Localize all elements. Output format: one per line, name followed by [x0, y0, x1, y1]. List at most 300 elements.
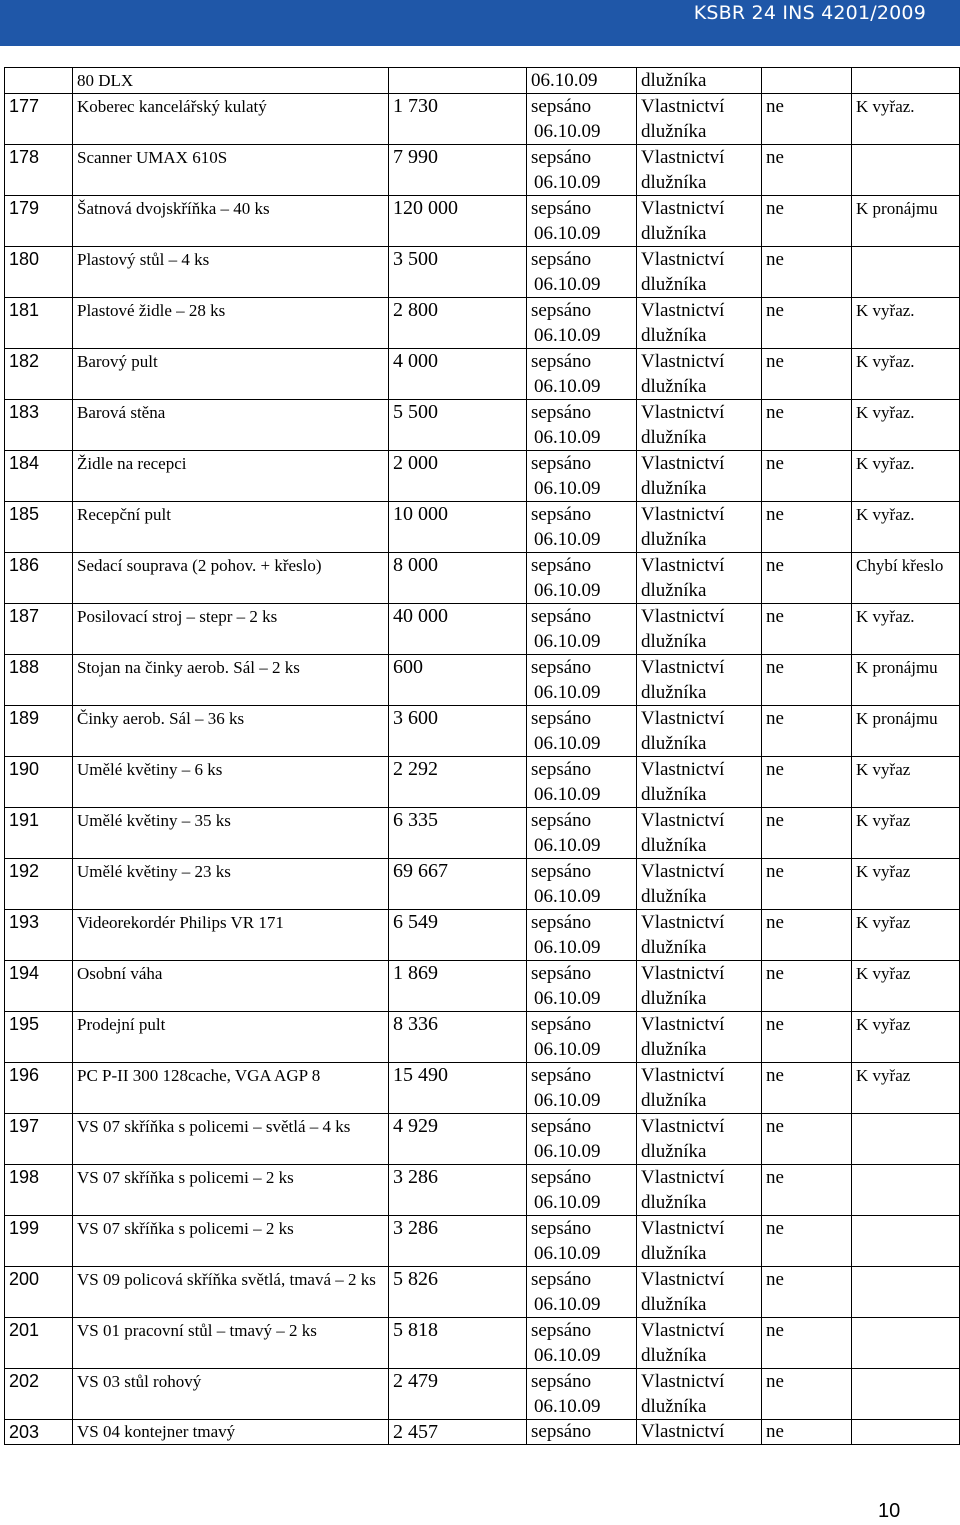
table-row: [5, 604, 960, 655]
item-note: Chybí křeslo: [852, 553, 960, 604]
item-value: 5 818: [389, 1318, 527, 1369]
item-number: 180: [5, 247, 73, 298]
item-ownership-holder: dlužníka: [641, 1039, 707, 1060]
item-ownership: [637, 1369, 762, 1420]
item-value: 3 286: [389, 1216, 527, 1267]
item-ownership: [637, 706, 762, 757]
item-ownership: [637, 1318, 762, 1369]
item-note: [852, 1216, 960, 1267]
table-row: [5, 1267, 960, 1318]
item-status: [527, 1267, 637, 1318]
item-ownership-type: Vlastnictví: [641, 1167, 725, 1188]
item-date: 06.10.09: [534, 1396, 601, 1417]
item-date: 06.10.09: [534, 886, 601, 907]
item-note: [852, 1420, 960, 1445]
item-note: K pronájmu: [852, 655, 960, 706]
item-number: 183: [5, 400, 73, 451]
item-description: PC P-II 300 128cache, VGA AGP 8: [73, 1063, 389, 1114]
item-status: [527, 1063, 637, 1114]
item-value: 69 667: [389, 859, 527, 910]
item-status: [527, 553, 637, 604]
item-value: 5 500: [389, 400, 527, 451]
item-flag: ne: [762, 1267, 852, 1318]
item-value: 120 000: [389, 196, 527, 247]
item-flag: ne: [762, 706, 852, 757]
item-status: [527, 298, 637, 349]
item-ownership-type: Vlastnictví: [641, 1269, 725, 1290]
item-value: 40 000: [389, 604, 527, 655]
item-note: K vyřaz: [852, 808, 960, 859]
item-ownership: [637, 859, 762, 910]
item-number: 192: [5, 859, 73, 910]
item-date: 06.10.09: [534, 784, 601, 805]
item-description: Židle na recepci: [73, 451, 389, 502]
item-status: [527, 655, 637, 706]
item-date: 06.10.09: [534, 1141, 601, 1162]
item-description: VS 07 skříňka s policemi – 2 ks: [73, 1165, 389, 1216]
item-status: [527, 502, 637, 553]
item-ownership: [637, 94, 762, 145]
item-note: K vyřaz.: [852, 298, 960, 349]
item-ownership-type: Vlastnictví: [641, 96, 725, 117]
item-ownership-type: Vlastnictví: [641, 555, 725, 576]
item-ownership: [637, 502, 762, 553]
item-note: [852, 1318, 960, 1369]
item-ownership: [637, 757, 762, 808]
item-flag: ne: [762, 1114, 852, 1165]
item-status-text: sepsáno: [531, 810, 592, 831]
item-date: 06.10.09: [534, 1243, 601, 1264]
item-date: 06.10.09: [534, 1345, 601, 1366]
item-note: K vyřaz: [852, 859, 960, 910]
item-description: Videorekordér Philips VR 171: [73, 910, 389, 961]
item-ownership-holder: dlužníka: [641, 1141, 707, 1162]
item-note: K vyřaz.: [852, 400, 960, 451]
item-value: 15 490: [389, 1063, 527, 1114]
item-description: Stojan na činky aerob. Sál – 2 ks: [73, 655, 389, 706]
item-ownership-holder: dlužníka: [641, 478, 707, 499]
item-ownership-type: Vlastnictví: [641, 351, 725, 372]
item-note: K vyřaz: [852, 757, 960, 808]
item-ownership: [637, 1165, 762, 1216]
item-number: 188: [5, 655, 73, 706]
inventory-table: [4, 67, 960, 1445]
item-ownership: [637, 196, 762, 247]
item-value-cell: [389, 68, 527, 94]
item-value: 3 500: [389, 247, 527, 298]
item-number: 179: [5, 196, 73, 247]
table-row: [5, 247, 960, 298]
item-value: 1 869: [389, 961, 527, 1012]
item-number: 194: [5, 961, 73, 1012]
table-row: [5, 1369, 960, 1420]
item-ownership: [637, 910, 762, 961]
item-status-text: sepsáno: [531, 1320, 592, 1341]
item-status-text: sepsáno: [531, 1167, 592, 1188]
item-number: 199: [5, 1216, 73, 1267]
item-ownership-type: Vlastnictví: [641, 1320, 725, 1341]
item-date: 06.10.09: [534, 733, 601, 754]
item-ownership-holder: dlužníka: [641, 631, 707, 652]
item-flag: ne: [762, 859, 852, 910]
table-row: [5, 1063, 960, 1114]
table-row: [5, 1216, 960, 1267]
table-row: [5, 400, 960, 451]
item-status: [527, 1165, 637, 1216]
item-flag: ne: [762, 910, 852, 961]
item-note: [852, 1369, 960, 1420]
item-description: VS 07 skříňka s policemi – světlá – 4 ks: [73, 1114, 389, 1165]
item-description: Šatnová dvojskříňka – 40 ks: [73, 196, 389, 247]
table-row: [5, 1114, 960, 1165]
table-row: [5, 910, 960, 961]
item-date: 06.10.09: [534, 682, 601, 703]
item-note: K vyřaz.: [852, 502, 960, 553]
item-status-text: sepsáno: [531, 1065, 592, 1086]
item-number: 191: [5, 808, 73, 859]
item-flag: ne: [762, 1012, 852, 1063]
item-note: K vyřaz: [852, 1012, 960, 1063]
item-flag: ne: [762, 502, 852, 553]
item-value: 6 549: [389, 910, 527, 961]
item-note: K vyřaz.: [852, 451, 960, 502]
item-value: 2 800: [389, 298, 527, 349]
item-status: [527, 1114, 637, 1165]
item-status: [527, 247, 637, 298]
page-number: 10: [878, 1500, 901, 1522]
item-flag: ne: [762, 247, 852, 298]
item-status: [527, 859, 637, 910]
item-flag: ne: [762, 553, 852, 604]
item-number: 200: [5, 1267, 73, 1318]
table-row: [5, 451, 960, 502]
item-ownership-type: Vlastnictví: [641, 1116, 725, 1137]
item-ownership-holder: dlužníka: [641, 682, 707, 703]
item-status: sepsáno: [527, 1420, 637, 1445]
item-date: 06.10.09: [534, 223, 601, 244]
item-ownership-cell: dlužníka: [637, 68, 762, 94]
item-description: VS 07 skříňka s policemi – 2 ks: [73, 1216, 389, 1267]
item-date: 06.10.09: [534, 631, 601, 652]
item-ownership: Vlastnictví: [637, 1420, 762, 1445]
item-status-text: sepsáno: [531, 504, 592, 525]
item-flag: ne: [762, 1369, 852, 1420]
item-status-text: sepsáno: [531, 300, 592, 321]
item-ownership: [637, 1216, 762, 1267]
item-ownership: [637, 1114, 762, 1165]
item-note: K pronájmu: [852, 196, 960, 247]
item-value: 4 929: [389, 1114, 527, 1165]
item-flag-cell: [762, 68, 852, 94]
item-status: [527, 604, 637, 655]
item-description: Recepční pult: [73, 502, 389, 553]
item-status-text: sepsáno: [531, 1116, 592, 1137]
table-row: [5, 502, 960, 553]
item-status-text: sepsáno: [531, 555, 592, 576]
item-description-cell: 80 DLX: [73, 68, 389, 94]
item-ownership-holder: dlužníka: [641, 1090, 707, 1111]
item-ownership-holder: dlužníka: [641, 784, 707, 805]
item-ownership: [637, 247, 762, 298]
item-ownership-holder: dlužníka: [641, 172, 707, 193]
item-ownership-type: Vlastnictví: [641, 810, 725, 831]
item-status-text: sepsáno: [531, 657, 592, 678]
item-number-cell: [5, 68, 73, 94]
item-date: 06.10.09: [534, 937, 601, 958]
item-number: 195: [5, 1012, 73, 1063]
item-number: 185: [5, 502, 73, 553]
item-value: 1 730: [389, 94, 527, 145]
item-status-text: sepsáno: [531, 198, 592, 219]
item-ownership-type: Vlastnictví: [641, 963, 725, 984]
table-row: [5, 808, 960, 859]
item-description: VS 03 stůl rohový: [73, 1369, 389, 1420]
item-description: Plastové židle – 28 ks: [73, 298, 389, 349]
item-number: 184: [5, 451, 73, 502]
item-status-text: sepsáno: [531, 1014, 592, 1035]
item-ownership-type: Vlastnictví: [641, 861, 725, 882]
item-flag: ne: [762, 1165, 852, 1216]
item-flag: ne: [762, 196, 852, 247]
item-ownership-type: Vlastnictví: [641, 1014, 725, 1035]
item-value: 8 336: [389, 1012, 527, 1063]
item-flag: ne: [762, 1063, 852, 1114]
item-status-text: sepsáno: [531, 1218, 592, 1239]
item-status: [527, 1216, 637, 1267]
item-number: 193: [5, 910, 73, 961]
item-ownership-type: Vlastnictví: [641, 402, 725, 423]
item-note: [852, 1267, 960, 1318]
item-flag: ne: [762, 961, 852, 1012]
item-description: Barová stěna: [73, 400, 389, 451]
item-number: 182: [5, 349, 73, 400]
item-number: 197: [5, 1114, 73, 1165]
item-status: [527, 145, 637, 196]
item-flag: ne: [762, 145, 852, 196]
item-ownership-holder: dlužníka: [641, 376, 707, 397]
item-date: 06.10.09: [534, 1090, 601, 1111]
item-description: Barový pult: [73, 349, 389, 400]
item-ownership-type: Vlastnictví: [641, 657, 725, 678]
item-status-text: sepsáno: [531, 1269, 592, 1290]
item-description: Umělé květiny – 23 ks: [73, 859, 389, 910]
table-row: [5, 553, 960, 604]
item-value: 2 457: [389, 1420, 527, 1445]
item-status-text: sepsáno: [531, 861, 592, 882]
item-date: 06.10.09: [534, 580, 601, 601]
item-ownership-type: Vlastnictví: [641, 1065, 725, 1086]
item-description: Umělé květiny – 6 ks: [73, 757, 389, 808]
item-ownership-holder: dlužníka: [641, 988, 707, 1009]
item-ownership: [637, 655, 762, 706]
item-status-date-cell: 06.10.09: [527, 68, 637, 94]
item-note: K pronájmu: [852, 706, 960, 757]
item-ownership: [637, 604, 762, 655]
item-status: [527, 196, 637, 247]
item-ownership-holder: dlužníka: [641, 1192, 707, 1213]
item-value: 3 600: [389, 706, 527, 757]
item-value: 2 000: [389, 451, 527, 502]
item-date: 06.10.09: [534, 427, 601, 448]
item-date: 06.10.09: [534, 274, 601, 295]
item-description: VS 04 kontejner tmavý: [73, 1420, 389, 1445]
item-value: 6 335: [389, 808, 527, 859]
item-note: [852, 145, 960, 196]
table-row-last: [5, 1420, 960, 1445]
item-number: 189: [5, 706, 73, 757]
item-value: 5 826: [389, 1267, 527, 1318]
item-ownership: [637, 553, 762, 604]
item-status-text: sepsáno: [531, 759, 592, 780]
item-ownership-type: Vlastnictví: [641, 759, 725, 780]
table-row: [5, 145, 960, 196]
item-note: K vyřaz: [852, 1063, 960, 1114]
item-status: [527, 1369, 637, 1420]
item-status: [527, 808, 637, 859]
item-ownership-holder: dlužníka: [641, 733, 707, 754]
item-ownership: [637, 961, 762, 1012]
item-status: [527, 94, 637, 145]
item-ownership: [637, 298, 762, 349]
item-value: 4 000: [389, 349, 527, 400]
item-value: 8 000: [389, 553, 527, 604]
item-ownership: [637, 1063, 762, 1114]
item-ownership-holder: dlužníka: [641, 835, 707, 856]
item-value: 2 479: [389, 1369, 527, 1420]
item-ownership-holder: dlužníka: [641, 886, 707, 907]
table-row: [5, 1165, 960, 1216]
item-flag: ne: [762, 349, 852, 400]
item-ownership-type: Vlastnictví: [641, 453, 725, 474]
item-ownership-holder: dlužníka: [641, 1294, 707, 1315]
table-row: [5, 961, 960, 1012]
item-date: 06.10.09: [534, 172, 601, 193]
item-value: 600: [389, 655, 527, 706]
item-number: 203: [5, 1420, 73, 1445]
item-status-text: sepsáno: [531, 96, 592, 117]
item-flag: ne: [762, 604, 852, 655]
inventory-table-body: [5, 68, 960, 1445]
item-flag: ne: [762, 451, 852, 502]
item-date: 06.10.09: [534, 835, 601, 856]
item-ownership-holder: dlužníka: [641, 427, 707, 448]
item-flag: ne: [762, 94, 852, 145]
table-row: [5, 196, 960, 247]
item-date: 06.10.09: [534, 1192, 601, 1213]
item-status-text: sepsáno: [531, 912, 592, 933]
item-status: [527, 1318, 637, 1369]
item-number: 190: [5, 757, 73, 808]
item-ownership-holder: dlužníka: [641, 580, 707, 601]
item-ownership: [637, 808, 762, 859]
item-ownership-holder: dlužníka: [641, 529, 707, 550]
item-ownership-type: Vlastnictví: [641, 1371, 725, 1392]
item-ownership: [637, 1267, 762, 1318]
item-status-text: sepsáno: [531, 606, 592, 627]
item-status: [527, 349, 637, 400]
item-note: K vyřaz.: [852, 349, 960, 400]
item-ownership-holder: dlužníka: [641, 1396, 707, 1417]
item-status-text: sepsáno: [531, 708, 592, 729]
item-ownership-holder: dlužníka: [641, 1345, 707, 1366]
item-status: [527, 910, 637, 961]
item-ownership-type: Vlastnictví: [641, 708, 725, 729]
item-status-text: sepsáno: [531, 249, 592, 270]
item-number: 201: [5, 1318, 73, 1369]
item-flag: ne: [762, 757, 852, 808]
item-ownership-holder: dlužníka: [641, 1243, 707, 1264]
item-ownership-holder: dlužníka: [641, 274, 707, 295]
item-note: K vyřaz: [852, 961, 960, 1012]
item-ownership: [637, 1012, 762, 1063]
item-value: 10 000: [389, 502, 527, 553]
table-row: [5, 1318, 960, 1369]
item-date: 06.10.09: [534, 478, 601, 499]
item-number: 198: [5, 1165, 73, 1216]
item-value: 2 292: [389, 757, 527, 808]
item-note: K vyřaz: [852, 910, 960, 961]
item-date: 06.10.09: [534, 325, 601, 346]
item-ownership: [637, 400, 762, 451]
table-row: [5, 655, 960, 706]
item-description: Scanner UMAX 610S: [73, 145, 389, 196]
item-number: 187: [5, 604, 73, 655]
table-row: [5, 298, 960, 349]
item-date: 06.10.09: [534, 376, 601, 397]
item-ownership-type: Vlastnictví: [641, 147, 725, 168]
item-value: 3 286: [389, 1165, 527, 1216]
item-ownership-type: Vlastnictví: [641, 1218, 725, 1239]
item-description: Činky aerob. Sál – 36 ks: [73, 706, 389, 757]
item-status-text: sepsáno: [531, 351, 592, 372]
item-note: K vyřaz.: [852, 604, 960, 655]
item-ownership: [637, 451, 762, 502]
item-description: Prodejní pult: [73, 1012, 389, 1063]
item-description: VS 01 pracovní stůl – tmavý – 2 ks: [73, 1318, 389, 1369]
item-note: [852, 1114, 960, 1165]
item-number: 177: [5, 94, 73, 145]
item-ownership-holder: dlužníka: [641, 325, 707, 346]
item-status: [527, 451, 637, 502]
item-flag: ne: [762, 1420, 852, 1445]
item-number: 202: [5, 1369, 73, 1420]
item-ownership-type: Vlastnictví: [641, 504, 725, 525]
item-number: 186: [5, 553, 73, 604]
item-ownership-type: Vlastnictví: [641, 198, 725, 219]
item-note: [852, 1165, 960, 1216]
item-value: 7 990: [389, 145, 527, 196]
item-description: Umělé květiny – 35 ks: [73, 808, 389, 859]
item-flag: ne: [762, 1318, 852, 1369]
item-note-cell: [852, 68, 960, 94]
item-description: Posilovací stroj – stepr – 2 ks: [73, 604, 389, 655]
table-row: [5, 349, 960, 400]
item-status: [527, 961, 637, 1012]
item-status: [527, 757, 637, 808]
item-date: 06.10.09: [534, 121, 601, 142]
item-date: 06.10.09: [534, 1294, 601, 1315]
item-status: [527, 1012, 637, 1063]
item-status-text: sepsáno: [531, 453, 592, 474]
table-row: [5, 1012, 960, 1063]
item-flag: ne: [762, 1216, 852, 1267]
table-row: [5, 94, 960, 145]
item-description: Sedací souprava (2 pohov. + křeslo): [73, 553, 389, 604]
table-row-continuation: [5, 68, 960, 94]
item-status-text: sepsáno: [531, 402, 592, 423]
item-status: [527, 706, 637, 757]
item-ownership-holder: dlužníka: [641, 223, 707, 244]
